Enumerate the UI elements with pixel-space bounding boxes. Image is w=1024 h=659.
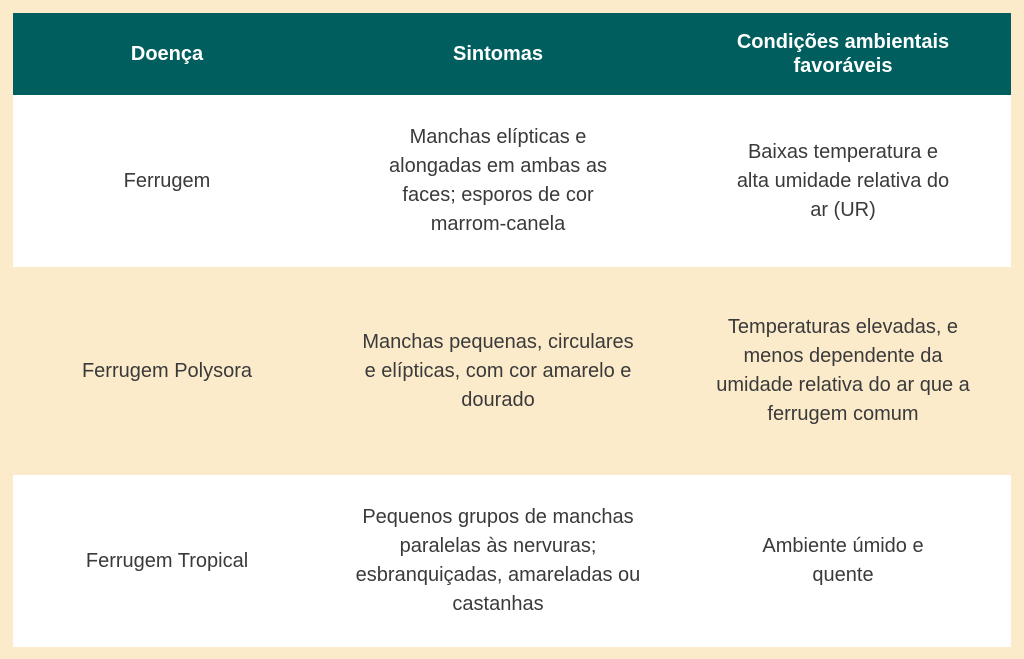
header-disease: Doença [13, 13, 321, 95]
table-row [13, 267, 1011, 475]
header-conditions: Condições ambientais favoráveis [675, 13, 1011, 95]
table-row [13, 475, 1011, 647]
disease-table [13, 13, 1011, 647]
disease-cell: Ferrugem Polysora [13, 267, 321, 475]
disease-cell: Ferrugem [13, 95, 321, 267]
symptoms-cell: Pequenos grupos de manchas paralelas às nervuras; esbranquiçadas, amareladas ou castanhas [321, 475, 675, 647]
symptoms-cell: Manchas pequenas, circulares e elípticas, com cor amarelo e dourado [321, 267, 675, 475]
header-symptoms: Sintomas [321, 13, 675, 95]
disease-cell: Ferrugem Tropical [13, 475, 321, 647]
symptoms-cell: Manchas elípticas e alongadas em ambas as faces; esporos de cor marrom-canela [321, 95, 675, 267]
table-row [13, 95, 1011, 267]
conditions-cell: Temperaturas elevadas, e menos dependente da umidade relativa do ar que a ferrugem comum [675, 267, 1011, 475]
conditions-cell: Baixas temperatura e alta umidade relativa do ar (UR) [675, 95, 1011, 267]
header-row [13, 13, 1011, 95]
conditions-cell: Ambiente úmido e quente [675, 475, 1011, 647]
